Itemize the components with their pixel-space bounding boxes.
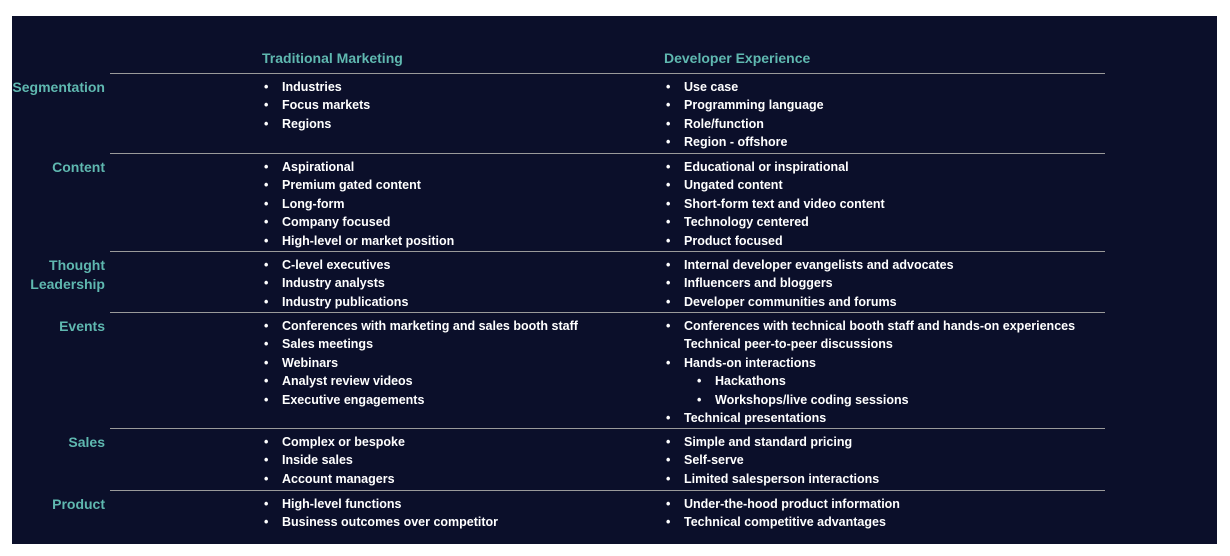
list-item: • High-level or market position [262,232,454,250]
list-item: • Self-serve [664,451,879,469]
list-item: • Technical competitive advantages [664,513,900,531]
sub-list-item: • Workshops/live coding sessions [664,391,1075,409]
traditional-list [262,317,578,409]
list-item: • Region - offshore [664,133,824,151]
list-item: • Ungated content [664,176,885,194]
list-item: • Programming language [664,96,824,114]
row-segmentation [12,73,1105,150]
developer-list [664,495,900,532]
row-events [59,312,1105,426]
list-item: • Business outcomes over competitor [262,513,498,531]
traditional-list [262,158,454,250]
list-item: • Short-form text and video content [664,195,885,213]
list-item: • Aspirational [262,158,454,176]
list-item: • Role/function [664,115,824,133]
list-item: • Regions [262,115,370,133]
row-product [52,490,1105,530]
list-item: • Focus markets [262,96,370,114]
list-item: • Use case [664,78,824,96]
traditional-list [262,433,405,488]
list-item: • Company focused [262,213,454,231]
list-item: • Industries [262,78,370,96]
list-item: • Webinars [262,354,578,372]
slide [12,16,1217,544]
row-label: Product [52,496,105,512]
list-item: • Technology centered [664,213,885,231]
list-item: • Conferences with technical booth staff and hands-on experiences [664,317,1075,335]
row-label: Sales [68,434,105,450]
list-item: • Technical presentations [664,409,1075,427]
list-item: • Account managers [262,470,405,488]
list-item: • Internal developer evangelists and advocates [664,256,954,274]
header-developer-experience: Developer Experience [664,50,811,66]
row-content [52,153,1105,248]
list-item: • Industry analysts [262,274,408,292]
list-item: • High-level functions [262,495,498,513]
list-item: • Developer communities and forums [664,293,954,311]
list-item: • Under-the-hood product information [664,495,900,513]
row-label: Events [59,318,105,334]
list-item: Technical peer-to-peer discussions [684,337,893,352]
list-item: • Hands-on interactions [664,354,1075,372]
list-item: • Analyst review videos [262,372,578,390]
list-item: • Industry publications [262,293,408,311]
list-item: • Conferences with marketing and sales booth staff [262,317,578,335]
row-thought-leadership [30,251,1105,309]
list-item: • Premium gated content [262,176,454,194]
row-label: Content [52,159,105,175]
row-label: Thought Leadership [30,257,105,292]
developer-list [664,256,954,311]
developer-list [664,78,824,152]
list-item: • Simple and standard pricing [664,433,879,451]
list-item: • Influencers and bloggers [664,274,954,292]
list-item: • Product focused [664,232,885,250]
developer-list [664,158,885,250]
header-traditional-marketing: Traditional Marketing [262,50,403,66]
traditional-list [262,256,408,311]
traditional-list [262,495,498,532]
row-label: Segmentation [12,79,105,95]
developer-list [664,433,879,488]
list-item: • Educational or inspirational [664,158,885,176]
list-item: • Limited salesperson interactions [664,470,879,488]
list-item: • C-level executives [262,256,408,274]
list-item: • Sales meetings [262,335,578,353]
sub-list-item: • Hackathons [664,372,1075,390]
list-item: • Long-form [262,195,454,213]
list-item: • Complex or bespoke [262,433,405,451]
traditional-list [262,78,370,133]
list-item: • Inside sales [262,451,405,469]
list-item: • Executive engagements [262,391,578,409]
row-sales [68,428,1105,486]
developer-list [664,317,1075,427]
